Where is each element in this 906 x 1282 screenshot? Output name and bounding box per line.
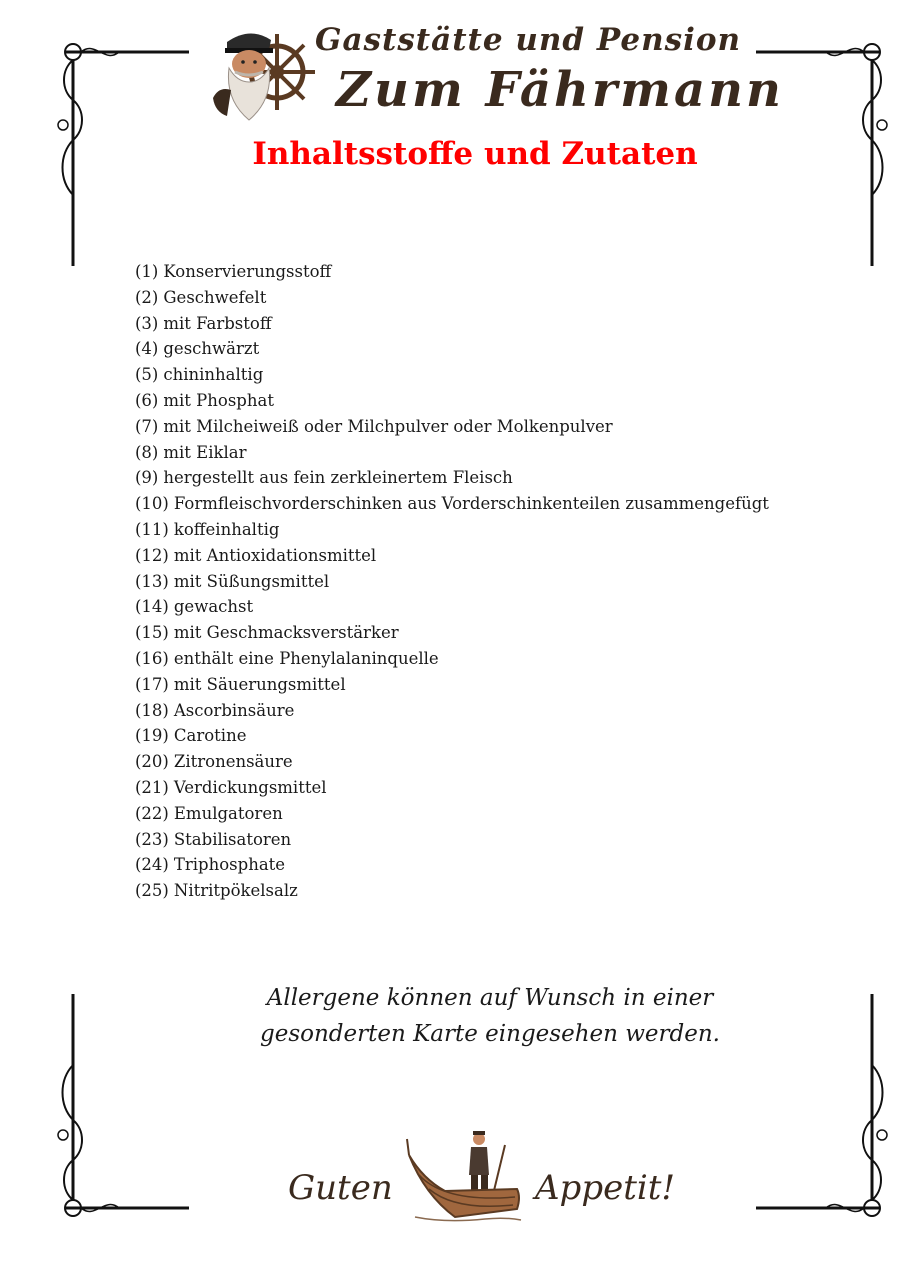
ingredient-number: (24) [135, 855, 169, 875]
ingredient-number: (5) [135, 365, 159, 385]
ingredient-number: (20) [135, 752, 169, 772]
list-item [135, 336, 769, 362]
list-item [135, 465, 769, 491]
list-item [135, 311, 769, 337]
ingredient-text: mit Farbstoff [163, 313, 272, 333]
ingredient-text: Verdickungsmittel [173, 777, 327, 797]
captain-with-ship-wheel-icon [205, 20, 315, 125]
ingredient-number: (21) [135, 777, 169, 797]
ingredient-text: koffeinhaltig [173, 519, 280, 539]
list-item [135, 569, 769, 595]
list-item [135, 543, 769, 569]
ingredient-number: (9) [135, 468, 159, 488]
ingredient-text: gewachst [173, 597, 254, 617]
list-item [135, 440, 769, 466]
allergen-note [200, 980, 780, 1052]
list-item [135, 749, 769, 775]
ingredient-text: Zitronensäure [173, 752, 293, 772]
allergen-note-line2: gesonderten Karte eingesehen werden. [260, 1021, 720, 1047]
ingredient-number: (17) [135, 674, 169, 694]
ingredient-number: (22) [135, 803, 169, 823]
ingredient-number: (7) [135, 416, 159, 436]
ingredient-number: (6) [135, 390, 159, 410]
list-item [135, 827, 769, 853]
list-item [135, 801, 769, 827]
list-item [135, 620, 769, 646]
ingredient-text: mit Eiklar [163, 442, 247, 462]
ingredient-number: (4) [135, 339, 159, 359]
ingredient-text: geschwärzt [163, 339, 260, 359]
ingredient-list [135, 259, 769, 904]
ingredient-text: mit Süßungsmittel [173, 571, 330, 591]
ingredient-number: (25) [135, 881, 169, 901]
list-item [135, 285, 769, 311]
ingredient-text: Konservierungsstoff [163, 262, 332, 281]
list-item [135, 775, 769, 801]
ingredient-number: (3) [135, 313, 159, 333]
ingredient-text: hergestellt aus fein zerkleinertem Fleisch [163, 468, 513, 488]
ingredient-number: (8) [135, 442, 159, 462]
brand-name-line2: Zum Fährmann [336, 62, 784, 118]
ingredient-text: Emulgatoren [173, 803, 283, 823]
list-item [135, 878, 769, 904]
ingredient-text: Ascorbinsäure [173, 700, 295, 720]
ingredient-number: (15) [135, 623, 169, 643]
ingredient-text: mit Säuerungsmittel [173, 674, 346, 694]
list-item [135, 594, 769, 620]
ingredient-text: mit Geschmacksverstärker [173, 623, 399, 643]
ingredient-number: (18) [135, 700, 169, 720]
ingredient-text: chininhaltig [163, 365, 264, 385]
ingredient-text: mit Milcheiweiß oder Milchpulver oder Molkenpulver [163, 416, 613, 436]
list-item [135, 646, 769, 672]
ingredient-number: (10) [135, 494, 169, 514]
closing-appetit: Appetit! [535, 1168, 676, 1208]
ingredient-number: (1) [135, 262, 159, 281]
closing-guten: Guten [288, 1168, 393, 1208]
ingredient-text: mit Phosphat [163, 390, 274, 410]
page-title: Inhaltsstoffe und Zutaten [252, 136, 698, 172]
corner-ornament-bottom-left [55, 990, 195, 1230]
list-item [135, 491, 769, 517]
brand-name-line1: Gaststätte und Pension [315, 22, 742, 58]
ingredient-text: Carotine [173, 726, 247, 746]
list-item [135, 698, 769, 724]
list-item [135, 672, 769, 698]
ingredient-number: (13) [135, 571, 169, 591]
ingredient-text: Nitritpökelsalz [173, 881, 298, 901]
list-item [135, 517, 769, 543]
ingredient-number: (19) [135, 726, 169, 746]
list-item [135, 259, 769, 285]
ferryman-boat-icon [405, 1125, 525, 1225]
ingredient-text: Stabilisatoren [173, 829, 292, 849]
list-item [135, 723, 769, 749]
ingredient-number: (11) [135, 519, 169, 539]
ingredient-text: mit Antioxidationsmittel [173, 545, 377, 565]
ingredient-text: enthält eine Phenylalaninquelle [173, 648, 439, 668]
ingredient-number: (12) [135, 545, 169, 565]
ingredient-number: (16) [135, 648, 169, 668]
list-item [135, 414, 769, 440]
list-item [135, 852, 769, 878]
list-item [135, 388, 769, 414]
ingredient-number: (23) [135, 829, 169, 849]
ingredient-text: Formfleischvorderschinken aus Vorderschinkenteilen zusammengefügt [173, 494, 769, 514]
ingredient-text: Triphosphate [173, 855, 286, 875]
ingredient-number: (2) [135, 287, 159, 307]
allergen-note-line1: Allergene können auf Wunsch in einer [266, 985, 714, 1011]
ingredient-text: Geschwefelt [163, 287, 267, 307]
list-item [135, 362, 769, 388]
ingredient-number: (14) [135, 597, 169, 617]
